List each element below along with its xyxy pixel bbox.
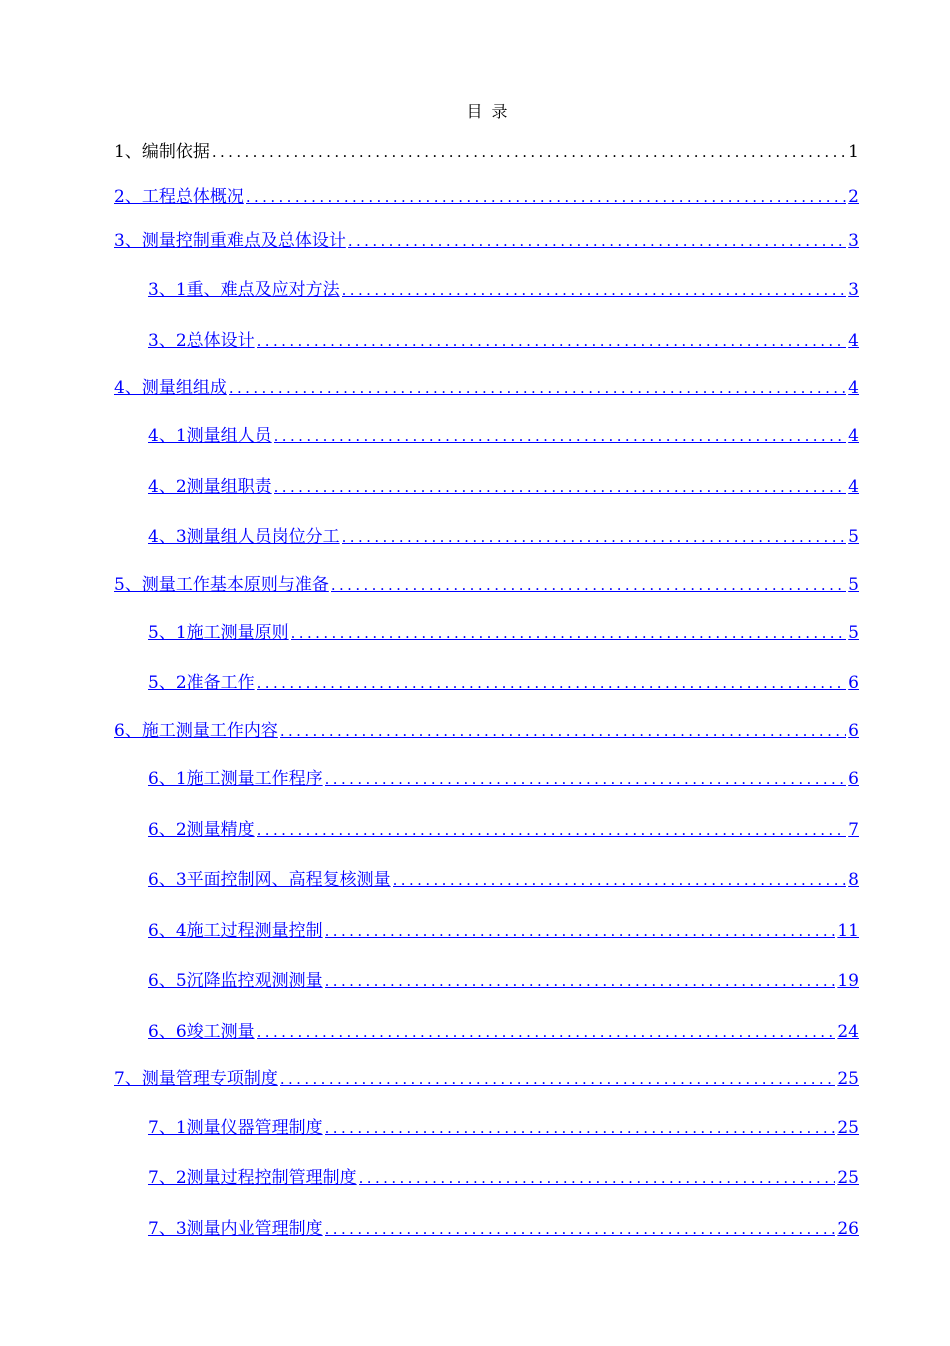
toc-leader-dots (348, 230, 846, 252)
toc-entry-page-number: 26 (837, 1219, 859, 1239)
toc-leader-dots (280, 720, 846, 742)
toc-entry-label: 4、测量组组成 (114, 378, 227, 398)
toc-entry-page-number: 3 (848, 231, 859, 251)
toc-leader-dots (280, 1068, 836, 1090)
toc-entry-label: 7、测量管理专项制度 (114, 1069, 278, 1089)
toc-entry-page-number: 7 (848, 820, 859, 840)
toc-entry-label: 5、1施工测量原则 (148, 623, 289, 643)
toc-entry[interactable] (148, 869, 859, 891)
toc-entry-page-number: 5 (848, 575, 859, 595)
toc-entry-label: 7、2测量过程控制管理制度 (148, 1168, 357, 1188)
toc-entry-label: 7、3测量内业管理制度 (148, 1219, 323, 1239)
toc-leader-dots (325, 970, 836, 992)
toc-entry-label: 5、测量工作基本原则与准备 (114, 575, 329, 595)
toc-entry-label: 3、2总体设计 (148, 331, 255, 351)
toc-leader-dots (257, 819, 847, 841)
toc-entry-label: 4、2测量组职责 (148, 477, 272, 497)
toc-entry (114, 141, 859, 163)
toc-entry[interactable] (114, 186, 859, 208)
toc-entry[interactable] (114, 574, 859, 596)
toc-entry-page-number: 25 (837, 1168, 859, 1188)
toc-leader-dots (257, 672, 847, 694)
toc-entry-label: 5、2准备工作 (148, 673, 255, 693)
toc-entry-label: 6、施工测量工作内容 (114, 721, 278, 741)
toc-entry-page-number: 4 (848, 477, 859, 497)
toc-entry-label: 6、6竣工测量 (148, 1022, 255, 1042)
toc-entry-page-number: 24 (837, 1022, 859, 1042)
toc-entry-page-number: 5 (848, 623, 859, 643)
toc-leader-dots (246, 186, 846, 208)
toc-leader-dots (393, 869, 847, 891)
toc-entry-label: 6、4施工过程测量控制 (148, 921, 323, 941)
toc-entry[interactable] (148, 1021, 859, 1043)
toc-leader-dots (325, 920, 836, 942)
toc-entry[interactable] (114, 1068, 859, 1090)
toc-entry-label: 4、3测量组人员岗位分工 (148, 527, 340, 547)
toc-leader-dots (342, 279, 847, 301)
toc-entry[interactable] (148, 1117, 859, 1139)
toc-leader-dots (331, 574, 846, 596)
toc-leader-dots (342, 526, 847, 548)
toc-leader-dots (212, 141, 846, 163)
toc-entry[interactable] (148, 970, 859, 992)
toc-entry[interactable] (148, 330, 859, 352)
toc-leader-dots (274, 425, 847, 447)
toc-leader-dots (291, 622, 847, 644)
toc-leader-dots (257, 330, 847, 352)
toc-entry[interactable] (114, 230, 859, 252)
toc-entry-page-number: 19 (837, 971, 859, 991)
toc-entry-page-number: 4 (848, 378, 859, 398)
toc-entry[interactable] (148, 526, 859, 548)
toc-leader-dots (325, 1218, 836, 1240)
toc-entry[interactable] (114, 377, 859, 399)
toc-entry[interactable] (148, 1167, 859, 1189)
toc-leader-dots (325, 1117, 836, 1139)
toc-leader-dots (359, 1167, 836, 1189)
toc-entry-label: 3、测量控制重难点及总体设计 (114, 231, 346, 251)
toc-entry-page-number: 6 (848, 721, 859, 741)
toc-entry-label: 6、5沉降监控观测测量 (148, 971, 323, 991)
toc-entry-page-number: 1 (848, 142, 859, 162)
toc-entry[interactable] (148, 476, 859, 498)
toc-leader-dots (274, 476, 847, 498)
toc-entry-page-number: 4 (848, 426, 859, 446)
toc-entry[interactable] (148, 1218, 859, 1240)
toc-entry-page-number: 25 (837, 1069, 859, 1089)
toc-entry-page-number: 6 (848, 769, 859, 789)
toc-entry-page-number: 8 (848, 870, 859, 890)
toc-entry[interactable] (148, 768, 859, 790)
toc-entry-page-number: 3 (848, 280, 859, 300)
toc-entry[interactable] (148, 622, 859, 644)
toc-leader-dots (325, 768, 847, 790)
toc-leader-dots (257, 1021, 836, 1043)
toc-entry[interactable] (114, 720, 859, 742)
toc-entry[interactable] (148, 819, 859, 841)
toc-entry-label: 2、工程总体概况 (114, 187, 244, 207)
toc-leader-dots (229, 377, 846, 399)
toc-entry[interactable] (148, 279, 859, 301)
toc-entry-page-number: 4 (848, 331, 859, 351)
toc-entry-page-number: 6 (848, 673, 859, 693)
toc-entry-page-number: 5 (848, 527, 859, 547)
toc-entry-label: 1、编制依据 (114, 142, 210, 162)
toc-title: 目 录 (466, 102, 510, 121)
toc-entry-page-number: 25 (837, 1118, 859, 1138)
toc-entry-label: 3、1重、难点及应对方法 (148, 280, 340, 300)
toc-entry[interactable] (148, 425, 859, 447)
toc-entry[interactable] (148, 672, 859, 694)
toc-entry-page-number: 2 (848, 187, 859, 207)
toc-entry[interactable] (148, 920, 859, 942)
toc-entry-label: 6、1施工测量工作程序 (148, 769, 323, 789)
toc-entry-label: 6、3平面控制网、高程复核测量 (148, 870, 391, 890)
toc-entry-label: 7、1测量仪器管理制度 (148, 1118, 323, 1138)
toc-entry-label: 4、1测量组人员 (148, 426, 272, 446)
toc-entry-label: 6、2测量精度 (148, 820, 255, 840)
toc-entry-page-number: 11 (837, 921, 859, 941)
